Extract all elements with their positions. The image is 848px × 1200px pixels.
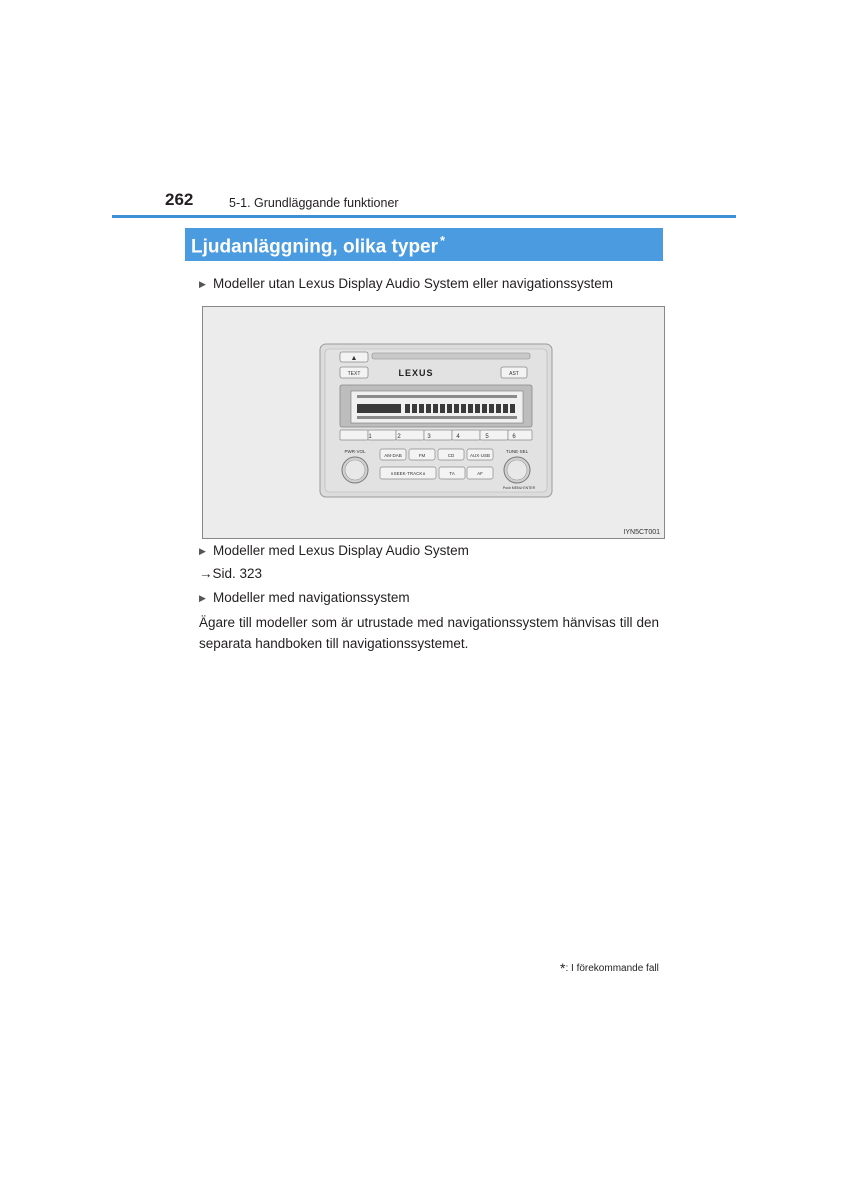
menu-enter-label: Push MENU·ENTER	[502, 486, 536, 490]
source-label: AUX·USB	[469, 453, 491, 458]
bullet-item	[199, 543, 469, 558]
source-label: CD	[447, 453, 455, 458]
body-paragraph: Ägare till modeller som är utrustade med navigationssystem hänvisas till den separata handboken till navigationssystemet.	[199, 615, 659, 651]
af-label: AF	[477, 471, 483, 476]
preset-label: 5	[485, 434, 489, 440]
source-label: AM·DAB	[384, 453, 402, 458]
header-rule	[112, 215, 736, 218]
audio-unit-figure	[202, 306, 665, 539]
tune-sel-label: TUNE·SEL	[505, 449, 529, 454]
ta-label: TA	[449, 471, 455, 476]
section-title-marker: *	[440, 233, 446, 248]
bullet-item	[199, 276, 613, 291]
triangle-bullet-icon: ▶	[199, 593, 206, 603]
preset-label: 6	[512, 434, 516, 440]
source-label: FM	[418, 453, 426, 458]
eject-icon: ▲	[350, 355, 358, 362]
figure-code: IYN5CT001	[623, 529, 660, 536]
footnote-text: : I förekommande fall	[565, 963, 659, 974]
page-reference: →Sid. 323	[199, 566, 263, 581]
chapter-title: 5-1. Grundläggande funktioner	[229, 196, 399, 210]
audio-unit-illustration	[203, 307, 664, 538]
bullet-text: Modeller med Lexus Display Audio System	[213, 543, 469, 558]
bullet-text: Modeller utan Lexus Display Audio System eller navigationssystem	[213, 276, 613, 291]
text-button-label: TEXT	[347, 371, 361, 377]
triangle-bullet-icon: ▶	[199, 546, 206, 556]
bullet-item	[199, 590, 410, 605]
triangle-bullet-icon: ▶	[199, 279, 206, 289]
footnote	[560, 960, 659, 976]
pwr-vol-label: PWR·VOL	[344, 449, 366, 454]
brand-logo: LEXUS	[398, 368, 434, 378]
page-number: 262	[165, 190, 194, 209]
preset-label: 1	[368, 434, 372, 440]
tune-sel-knob-face	[507, 460, 527, 480]
display-bottom-row	[357, 416, 517, 419]
ast-button-label: AST	[509, 371, 519, 377]
display-top-row	[357, 395, 517, 398]
pwr-vol-knob-face	[345, 460, 365, 480]
bullet-text: Modeller med navigationssystem	[213, 590, 410, 605]
cd-slot	[372, 353, 530, 359]
section-bar	[185, 228, 663, 261]
preset-label: 4	[456, 434, 460, 440]
section-title	[191, 233, 445, 258]
seek-track-label: ∨SEEK·TRACK∧	[390, 471, 426, 476]
section-title-text: Ljudanläggning, olika typer	[191, 236, 439, 258]
preset-label: 2	[397, 434, 401, 440]
preset-label: 3	[427, 434, 431, 440]
footnote-marker: *	[560, 960, 566, 976]
display-segments	[357, 404, 401, 413]
